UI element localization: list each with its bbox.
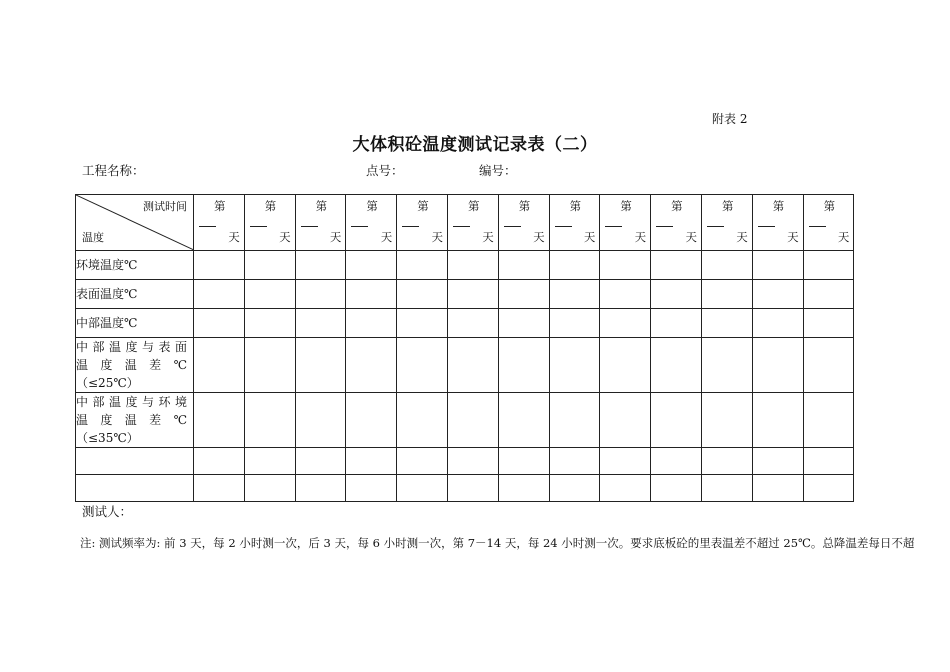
row-label [76, 251, 194, 280]
row-label [76, 393, 194, 448]
data-cell[interactable] [701, 338, 752, 393]
day-header-cell [346, 195, 397, 251]
day-suffix: 天 [279, 230, 291, 244]
data-cell[interactable] [447, 338, 498, 393]
data-cell[interactable] [651, 338, 702, 393]
data-cell[interactable] [346, 393, 397, 448]
data-cell[interactable] [194, 251, 245, 280]
data-cell[interactable] [295, 309, 346, 338]
day-number-blank[interactable] [605, 226, 622, 227]
table-row [76, 251, 854, 280]
data-cell[interactable] [549, 393, 600, 448]
data-cell[interactable] [194, 338, 245, 393]
day-header-cell [447, 195, 498, 251]
data-cell[interactable] [346, 338, 397, 393]
table-row [76, 309, 854, 338]
day-suffix: 天 [787, 230, 799, 244]
data-cell[interactable] [498, 448, 549, 475]
data-cell[interactable] [194, 280, 245, 309]
data-cell[interactable] [447, 280, 498, 309]
day-number-blank[interactable] [351, 226, 368, 227]
data-cell[interactable] [295, 251, 346, 280]
data-cell[interactable] [752, 393, 803, 448]
day-prefix: 第 [315, 199, 328, 213]
data-cell[interactable] [549, 448, 600, 475]
row-label-line: 中部温度与表面 [76, 340, 187, 354]
day-prefix: 第 [518, 199, 531, 213]
data-cell[interactable] [244, 309, 295, 338]
data-cell[interactable] [803, 448, 854, 475]
data-cell[interactable] [194, 393, 245, 448]
day-suffix: 天 [736, 230, 748, 244]
day-suffix: 天 [380, 230, 393, 244]
day-prefix: 第 [366, 199, 378, 213]
table-row [76, 280, 854, 309]
row-label [76, 280, 194, 309]
data-cell[interactable] [498, 393, 549, 448]
day-prefix: 第 [467, 199, 480, 213]
day-number-blank[interactable] [453, 226, 470, 227]
table-row [76, 393, 854, 448]
data-cell[interactable] [600, 280, 651, 309]
data-cell[interactable] [600, 251, 651, 280]
data-cell[interactable] [701, 309, 752, 338]
data-cell[interactable] [397, 393, 448, 448]
row-label [76, 475, 194, 502]
data-cell[interactable] [549, 251, 600, 280]
data-cell[interactable] [651, 448, 702, 475]
data-cell[interactable] [600, 338, 651, 393]
data-cell[interactable] [346, 280, 397, 309]
data-cell[interactable] [701, 393, 752, 448]
data-cell[interactable] [498, 280, 549, 309]
appendix-label: 附表 2 [712, 112, 748, 126]
data-cell[interactable] [651, 475, 702, 502]
data-cell[interactable] [295, 280, 346, 309]
day-number-blank[interactable] [809, 226, 826, 227]
data-cell[interactable] [549, 280, 600, 309]
day-prefix: 第 [264, 199, 277, 213]
day-number-blank[interactable] [250, 226, 267, 227]
data-cell[interactable] [803, 475, 854, 502]
data-cell[interactable] [447, 475, 498, 502]
day-prefix: 第 [772, 199, 785, 213]
data-cell[interactable] [803, 280, 854, 309]
data-cell[interactable] [346, 475, 397, 502]
day-number-blank[interactable] [758, 226, 775, 227]
data-cell[interactable] [244, 448, 295, 475]
data-cell[interactable] [447, 393, 498, 448]
day-suffix: 天 [431, 230, 443, 244]
data-cell[interactable] [752, 338, 803, 393]
data-cell[interactable] [803, 338, 854, 393]
data-cell[interactable] [803, 251, 854, 280]
day-header-cell [194, 195, 245, 251]
page-title: 大体积砼温度测试记录表（二） [352, 135, 598, 155]
data-cell[interactable] [803, 393, 854, 448]
data-cell[interactable] [651, 280, 702, 309]
day-header-cell [701, 195, 752, 251]
data-cell[interactable] [194, 448, 245, 475]
data-cell[interactable] [498, 309, 549, 338]
day-suffix: 天 [228, 230, 240, 244]
data-cell[interactable] [498, 251, 549, 280]
data-cell[interactable] [701, 448, 752, 475]
day-suffix: 天 [583, 230, 596, 244]
day-suffix: 天 [533, 230, 545, 244]
footnote: 注: 测试频率为: 前 3 天，每 2 小时测一次，后 3 天，每 6 小时测一次，第 7－14 天，每 24 小时测一次。要求底板砼的里表温差不超过 25℃。总降温差每日不超 [80, 536, 915, 550]
data-cell[interactable] [194, 475, 245, 502]
data-cell[interactable] [397, 280, 448, 309]
day-suffix: 天 [634, 230, 647, 244]
data-cell[interactable] [244, 280, 295, 309]
row-label-line: 环境温度℃ [76, 258, 138, 272]
data-cell[interactable] [498, 475, 549, 502]
header-temperature: 温度 [82, 231, 104, 244]
day-suffix: 天 [685, 230, 697, 244]
temperature-log-table [75, 194, 854, 502]
day-prefix: 第 [214, 199, 226, 213]
data-cell[interactable] [397, 338, 448, 393]
data-cell[interactable] [244, 475, 295, 502]
data-cell[interactable] [346, 448, 397, 475]
day-header-cell [752, 195, 803, 251]
day-prefix: 第 [671, 199, 683, 213]
tester-label: 测试人： [82, 504, 133, 519]
data-cell[interactable] [447, 251, 498, 280]
data-cell[interactable] [752, 475, 803, 502]
data-cell[interactable] [600, 448, 651, 475]
data-cell[interactable] [295, 338, 346, 393]
header-test-time: 测试时间 [143, 200, 187, 213]
table-row [76, 338, 854, 393]
data-cell[interactable] [600, 309, 651, 338]
day-number-blank[interactable] [199, 226, 216, 227]
data-cell[interactable] [295, 393, 346, 448]
data-cell[interactable] [803, 309, 854, 338]
row-label-line: 中部温度℃ [76, 316, 138, 330]
data-cell[interactable] [447, 309, 498, 338]
data-cell[interactable] [701, 280, 752, 309]
day-header-cell [803, 195, 854, 251]
row-label-line: 温 度 温 差 ℃ [76, 358, 187, 372]
day-header-cell [397, 195, 448, 251]
day-suffix: 天 [329, 230, 342, 244]
day-prefix: 第 [417, 199, 429, 213]
data-cell[interactable] [397, 448, 448, 475]
data-cell[interactable] [752, 280, 803, 309]
data-cell[interactable] [346, 251, 397, 280]
data-cell[interactable] [600, 393, 651, 448]
day-prefix: 第 [721, 199, 734, 213]
day-prefix: 第 [823, 199, 836, 213]
data-cell[interactable] [549, 309, 600, 338]
day-number-blank[interactable] [707, 226, 724, 227]
day-number-blank[interactable] [656, 226, 673, 227]
data-cell[interactable] [498, 338, 549, 393]
data-cell[interactable] [397, 251, 448, 280]
day-number-blank[interactable] [301, 226, 318, 227]
table-row [76, 448, 854, 475]
data-cell[interactable] [752, 448, 803, 475]
data-cell[interactable] [701, 475, 752, 502]
row-label-line: （≤35℃） [76, 431, 139, 445]
project-name-label: 工程名称： [82, 163, 145, 178]
day-header-cell [651, 195, 702, 251]
data-cell[interactable] [549, 475, 600, 502]
row-label [76, 448, 194, 475]
day-suffix: 天 [482, 230, 494, 244]
data-cell[interactable] [295, 448, 346, 475]
data-cell[interactable] [244, 393, 295, 448]
row-label-line: （≤25℃） [76, 376, 139, 390]
diagonal-header-cell [76, 195, 194, 251]
data-cell[interactable] [752, 251, 803, 280]
row-label-line: 中部温度与环境 [76, 395, 187, 409]
day-number-blank[interactable] [504, 226, 521, 227]
row-label-line: 温 度 温 差 ℃ [76, 413, 187, 427]
data-cell[interactable] [447, 448, 498, 475]
data-cell[interactable] [295, 475, 346, 502]
day-prefix: 第 [620, 199, 632, 213]
day-number-blank[interactable] [402, 226, 419, 227]
day-suffix: 天 [837, 230, 850, 244]
data-cell[interactable] [549, 338, 600, 393]
day-header-cell [244, 195, 295, 251]
day-header-cell [498, 195, 549, 251]
data-cell[interactable] [701, 251, 752, 280]
data-cell[interactable] [651, 393, 702, 448]
day-prefix: 第 [569, 199, 582, 213]
row-label [76, 309, 194, 338]
point-number-label: 点号： [366, 163, 404, 178]
header-row [76, 195, 854, 251]
data-cell[interactable] [600, 475, 651, 502]
table-row [76, 475, 854, 502]
day-number-blank[interactable] [555, 226, 572, 227]
data-cell[interactable] [194, 309, 245, 338]
serial-number-label: 编号： [479, 163, 517, 178]
row-label [76, 338, 194, 393]
data-cell[interactable] [244, 338, 295, 393]
data-cell[interactable] [346, 309, 397, 338]
data-cell[interactable] [397, 475, 448, 502]
day-header-cell [600, 195, 651, 251]
data-cell[interactable] [651, 309, 702, 338]
day-header-cell [549, 195, 600, 251]
data-cell[interactable] [244, 251, 295, 280]
data-cell[interactable] [397, 309, 448, 338]
data-cell[interactable] [651, 251, 702, 280]
day-header-cell [295, 195, 346, 251]
row-label-line: 表面温度℃ [76, 287, 138, 301]
data-cell[interactable] [752, 309, 803, 338]
